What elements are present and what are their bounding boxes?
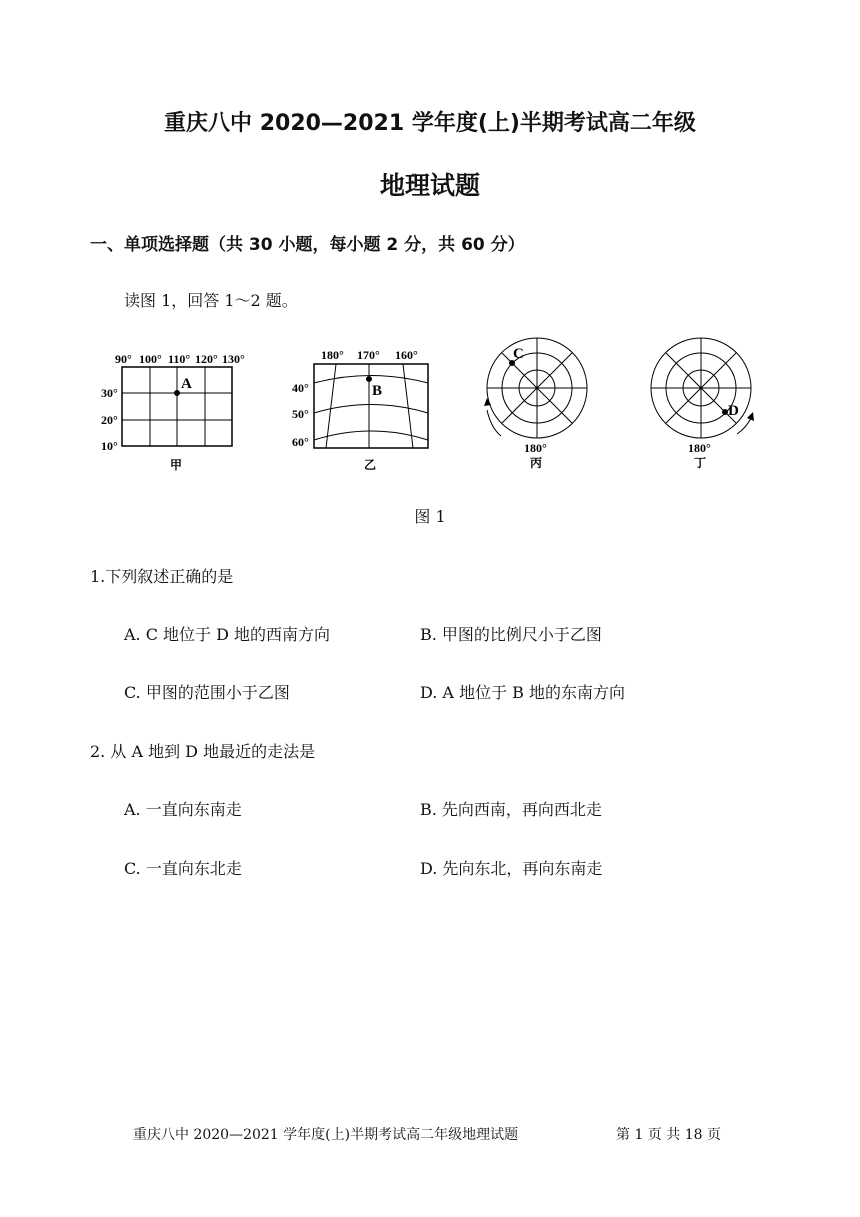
yi-lon-label: 160°: [395, 348, 418, 362]
figure-caption: 图 1: [414, 507, 446, 526]
jia-lat-label: 10°: [101, 439, 118, 453]
question-intro: 读图 1，回答 1～2 题。: [124, 291, 298, 310]
jia-lon-label: 130°: [222, 352, 245, 366]
point-b-label: B: [372, 383, 383, 399]
question-1-option-b: B. 甲图的比例尺小于乙图: [420, 625, 602, 644]
question-2-option-d: D. 先向东北，再向东南走: [420, 859, 603, 878]
section-heading: 一、单项选择题（共 30 小题，每小题 2 分，共 60 分）: [90, 235, 525, 255]
yi-lon-label: 180°: [321, 348, 344, 362]
question-2-option-a: A. 一直向东南走: [124, 800, 242, 819]
exam-subtitle: 地理试题: [379, 171, 480, 200]
point-a-label: A: [181, 376, 192, 392]
jia-lat-label: 30°: [101, 386, 118, 400]
map-jia: [101, 352, 245, 472]
jia-lat-label: 20°: [101, 413, 118, 427]
question-1-option-c: C. 甲图的范围小于乙图: [124, 683, 290, 702]
jia-name: 甲: [170, 458, 183, 472]
question-1-option-d: D. A 地位于 B 地的东南方向: [420, 683, 626, 702]
point-d-label: D: [728, 403, 739, 419]
yi-lon-label: 170°: [357, 348, 380, 362]
jia-lon-label: 90°: [115, 352, 132, 366]
footer-exam-name: 重庆八中 2020—2021 学年度(上)半期考试高二年级地理试题: [133, 1127, 519, 1143]
bing-meridian-label: 180°: [524, 441, 547, 455]
ding-meridian-label: 180°: [688, 441, 711, 455]
map-yi: [292, 348, 428, 472]
question-2-option-c: C. 一直向东北走: [124, 859, 242, 878]
question-1-option-a: A. C 地位于 D 地的西南方向: [124, 625, 331, 644]
map-bing: [484, 338, 587, 470]
exam-title: 重庆八中 2020—2021 学年度(上)半期考试高二年级: [164, 111, 696, 136]
jia-lon-label: 110°: [168, 352, 191, 366]
jia-lon-label: 120°: [195, 352, 218, 366]
jia-lon-label: 100°: [139, 352, 162, 366]
bing-name: 丙: [530, 456, 543, 470]
yi-name: 乙: [364, 458, 377, 472]
ding-name: 丁: [694, 456, 707, 470]
question-1-stem: 1.下列叙述正确的是: [90, 567, 234, 586]
figure-1: [0, 330, 860, 480]
question-2-option-b: B. 先向西南，再向西北走: [420, 800, 602, 819]
yi-lat-label: 50°: [292, 407, 309, 421]
point-c-label: C: [513, 346, 524, 362]
yi-lat-label: 40°: [292, 381, 309, 395]
map-ding: [651, 338, 754, 470]
yi-lat-label: 60°: [292, 435, 309, 449]
footer-page-number: 第 1 页 共 18 页: [616, 1127, 721, 1143]
question-2-stem: 2. 从 A 地到 D 地最近的走法是: [90, 742, 316, 761]
